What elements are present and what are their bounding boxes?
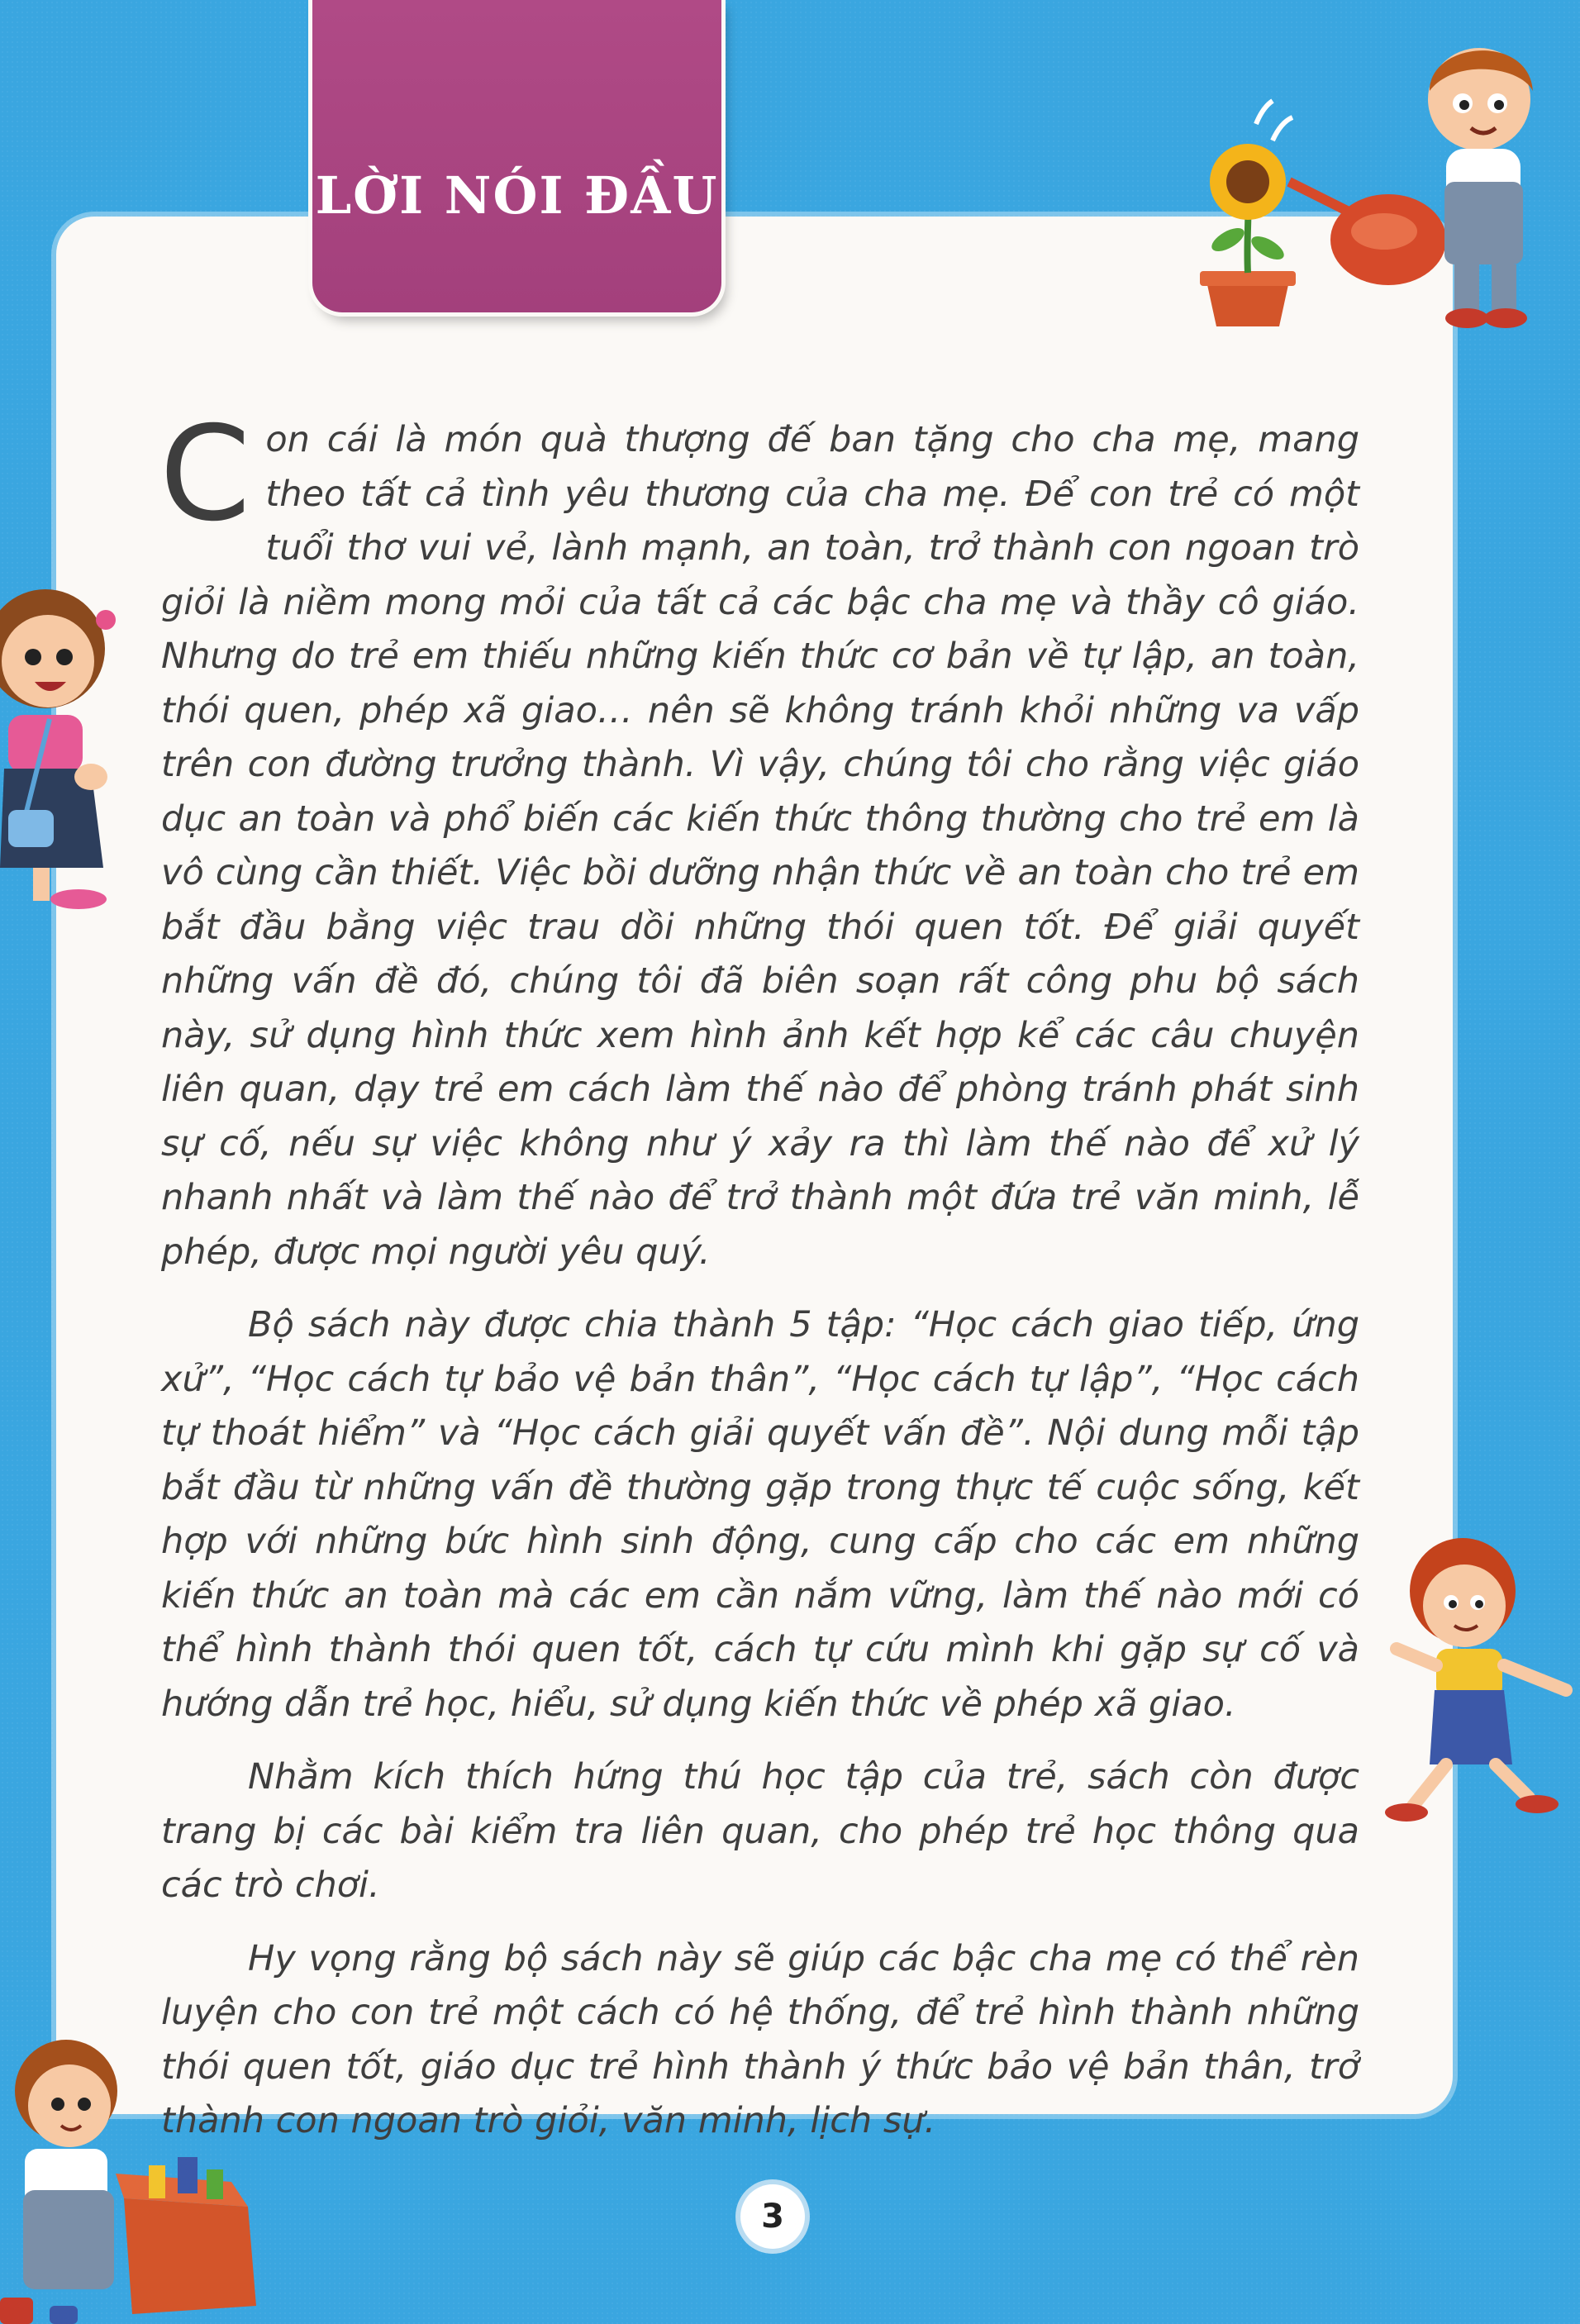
girl-with-bag-icon xyxy=(0,570,136,917)
paragraph-1-text: on cái là món quà thượng đế ban tặng cho cha mẹ, mang theo tất cả tình yêu thương của cha mẹ. Để con trẻ có một tuổi thơ vui vẻ, lành mạnh, an toàn, trở thành con ngoan trò giỏi là niềm mong mỏi của tất cả các bậc cha mẹ và thầy cô giáo. Nhưng do trẻ em thiếu những kiến thức cơ bản về tự lập, an toàn, thói quen, phép xã giao… nên sẽ không tránh khỏi những va vấp trên con đường trưởng thành. Vì vậy, chúng tôi cho rằng việc giáo dục an toàn và phổ biến các kiến thức thông thường cho trẻ em là vô cùng cần thiết. Việc bồi dưỡng nhận thức về an toàn cho trẻ em bắt đầu bằng việc trau dồi những thói quen tốt. Để giải quyết những vấn đề đó, chúng tôi đã biên soạn rất công phu bộ sách này, sử dụng hình thức xem hình ảnh kết hợp kể các câu chuyện liên quan, dạy trẻ em cách làm thế nào để phòng tránh phát sinh sự cố, nếu sự việc không như ý xảy ra thì làm thế nào để xử lý nhanh nhất và làm thế nào để trở thành một đứa trẻ văn minh, lễ phép, được mọi người yêu quý. xyxy=(161,419,1359,1273)
paragraph-1 xyxy=(159,398,1359,1279)
boy-with-toy-box-icon xyxy=(0,2033,281,2324)
paragraph-2: Bộ sách này được chia thành 5 tập: “Học cách giao tiếp, ứng xử”, “Học cách tự bảo vệ bản thân”, “Học cách tự lập”, “Học cách tự thoát hiểm” và “Học cách giải quyết vấn đề”. Nội dung mỗi tập bắt đầu từ những vấn đề thường gặp trong thực tế cuộc sống, kết hợp với những bức hình sinh động, cung cấp cho các em những kiến thức an toàn mà các em cần nắm vững, làm thế nào mới có thể hình thành thói quen tốt, cách tự cứu mình khi gặp sự cố và hướng dẫn trẻ học, hiểu, sử dụng kiến thức về phép xã giao. xyxy=(161,1304,1359,1725)
running-boy-icon xyxy=(1380,1533,1580,1831)
preface-text xyxy=(159,398,1359,2149)
boy-watering-flower-icon xyxy=(1182,17,1570,331)
page-number: 3 xyxy=(740,2184,805,2249)
paragraph-4: Hy vọng rằng bộ sách này sẽ giúp các bậc cha mẹ có thể rèn luyện cho con trẻ một cách có hệ thống, để trẻ hình thành những thói quen tốt, giáo dục trẻ hình thành ý thức bảo vệ bản thân, trở thành con ngoan trò giỏi, văn minh, lịch sự. xyxy=(161,1937,1359,2141)
page-title: LỜI NÓI ĐẦU xyxy=(315,165,719,226)
paragraph-3: Nhằm kích thích hứng thú học tập của trẻ, sách còn được trang bị các bài kiểm tra liên quan, cho phép trẻ học thông qua các trò chơi. xyxy=(161,1756,1359,1906)
title-tab xyxy=(312,0,721,312)
drop-cap: C xyxy=(159,398,251,550)
